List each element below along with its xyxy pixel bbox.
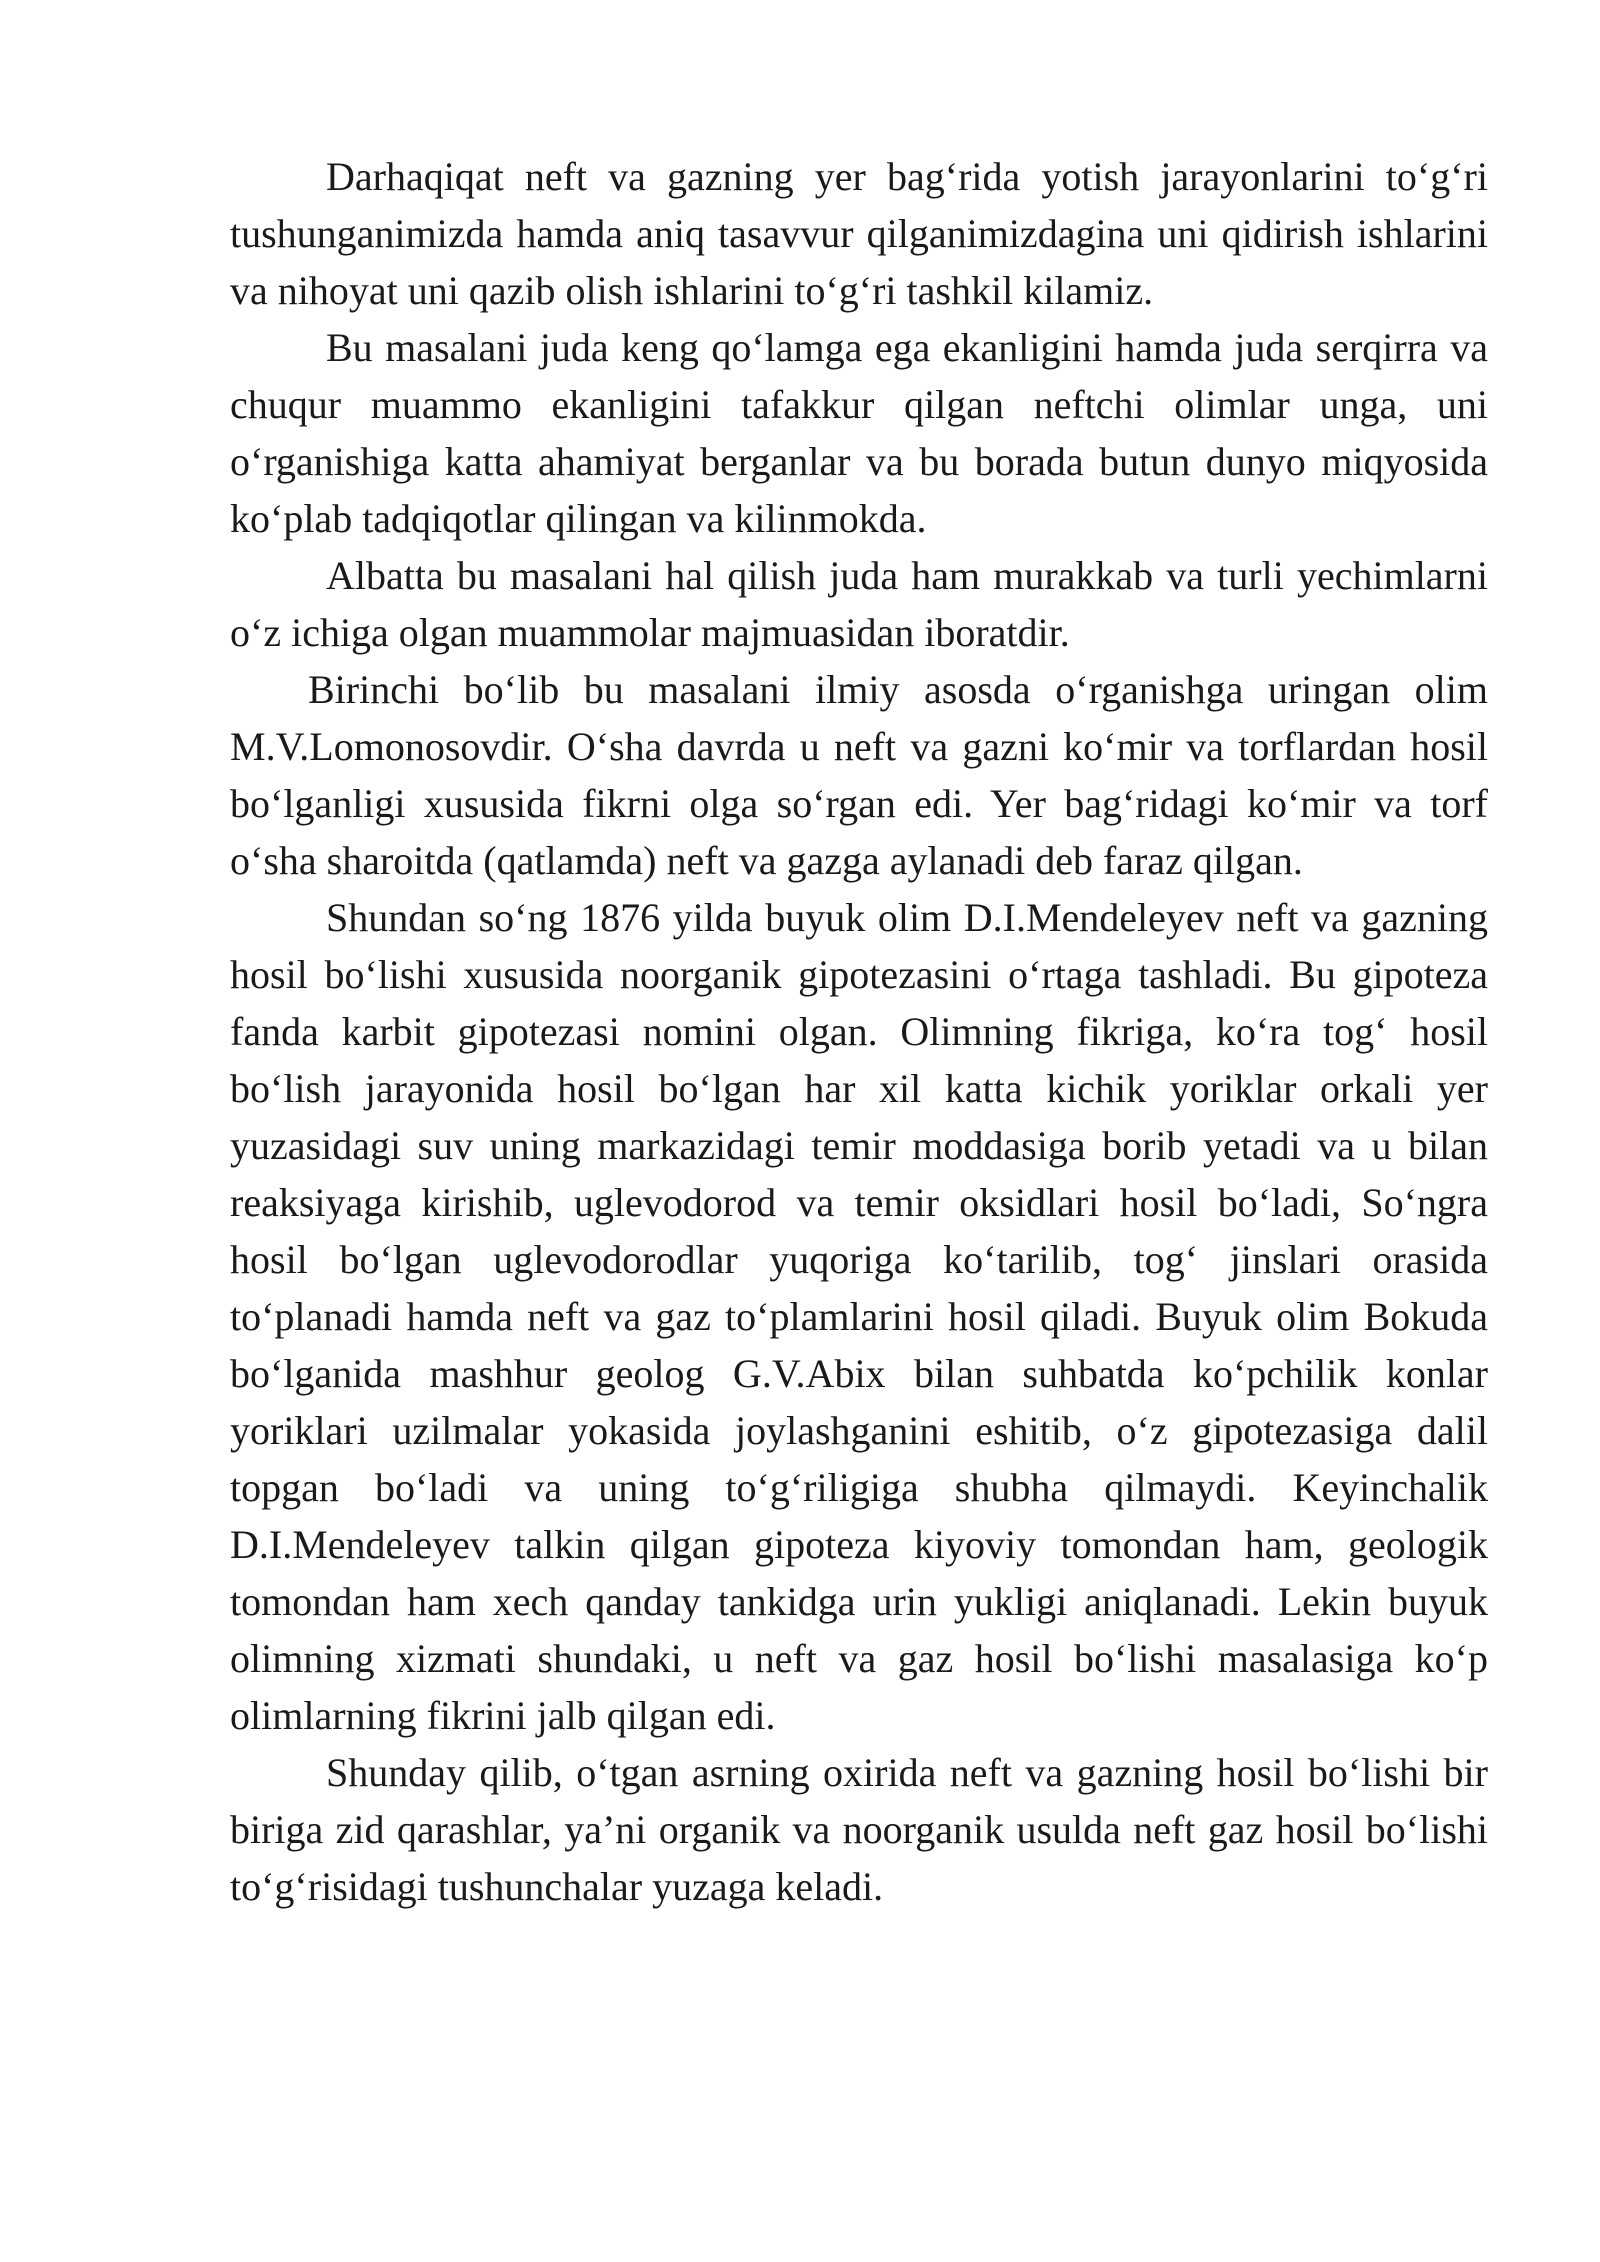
paragraph-2: Bu masalani juda keng qo‘lamga ega ekanligini hamda juda serqirra va chuqur muammo ekanligini tafakkur qilgan neftchi olimlar unga, uni o‘rganishiga katta ahamiyat berganlar va bu borada butun dunyo miqyosida ko‘plab tadqiqotlar qilingan va kilinmokda. [230, 325, 1488, 541]
paragraph-1: Darhaqiqat neft va gazning yer bag‘rida yotish jarayonlarini to‘g‘ri tushunganimizda hamda aniq tasavvur qilganimizdagina uni qidirish ishlarini va nihoyat uni qazib olish ishlarini to‘g‘ri tashkil kilamiz. [230, 154, 1488, 313]
paragraph-3: Albatta bu masalani hal qilish juda ham murakkab va turli yechimlarni o‘z ichiga olgan muammolar majmuasidan iboratdir. [230, 553, 1488, 655]
paragraph-5: Shundan so‘ng 1876 yilda buyuk olim D.I.Mendeleyev neft va gazning hosil bo‘lishi xususida noorganik gipotezasini o‘rtaga tashladi. Bu gipoteza fanda karbit gipotezasi nomini olgan. Olimning fikriga, ko‘ra tog‘ hosil bo‘lish jarayonida hosil bo‘lgan har xil katta kichik yoriklar orkali yer yuzasidagi suv uning markazidagi temir moddasiga borib yetadi va u bilan reaksiyaga kirishib, uglevodorod va temir oksidlari hosil bo‘ladi, So‘ngra hosil bo‘lgan uglevodorodlar yuqoriga ko‘tarilib, tog‘ jinslari orasida to‘planadi hamda neft va gaz to‘plamlarini hosil qiladi. Buyuk olim Bokuda bo‘lganida mashhur geolog G.V.Abix bilan suhbatda ko‘pchilik konlar yoriklari uzilmalar yokasida joylashganini eshitib, o‘z gipotezasiga dalil topgan bo‘ladi va uning to‘g‘riligiga shubha qilmaydi. Keyinchalik D.I.Mendeleyev talkin qilgan gipoteza kiyoviy tomondan ham, geologik tomondan ham xech qanday tankidga urin yukligi aniqlanadi. Lekin buyuk olimning xizmati shundaki, u neft va gaz hosil bo‘lishi masalasiga ko‘p olimlarning fikrini jalb qilgan edi. [230, 895, 1488, 1738]
paragraph-4: Birinchi bo‘lib bu masalani ilmiy asosda o‘rganishga uringan olim M.V.Lomonosovdir. O‘sha davrda u neft va gazni ko‘mir va torflardan hosil bo‘lganligi xususida fikrni olga so‘rgan edi. Yer bag‘ridagi ko‘mir va torf o‘sha sharoitda (qatlamda) neft va gazga aylanadi deb faraz qilgan. [230, 667, 1488, 883]
document-body [230, 148, 1488, 1915]
paragraph-6: Shunday qilib, o‘tgan asrning oxirida neft va gazning hosil bo‘lishi bir biriga zid qarashlar, ya’ni organik va noorganik usulda neft gaz hosil bo‘lishi to‘g‘risidagi tushunchalar yuzaga keladi. [230, 1750, 1488, 1909]
